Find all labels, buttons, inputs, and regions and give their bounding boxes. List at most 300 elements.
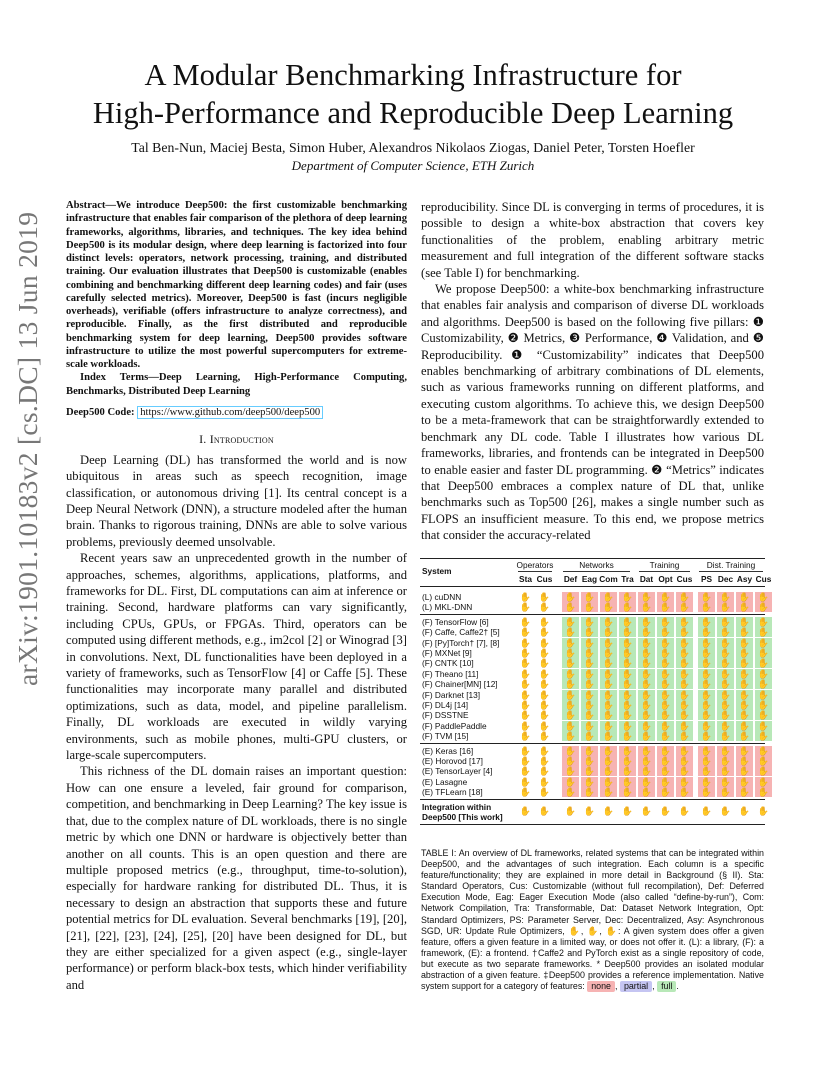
- feature-cell-icon: ✋: [638, 602, 655, 612]
- feature-cell-icon: ✋: [755, 787, 772, 797]
- feature-cell-icon: ✋: [657, 777, 674, 787]
- feature-cell-icon: ✋: [621, 805, 634, 816]
- feature-cell-icon: ✋: [581, 638, 598, 648]
- column-header: Cus: [536, 574, 553, 584]
- feature-cell-icon: ✋: [538, 756, 551, 766]
- feature-cell-icon: ✋: [564, 805, 577, 816]
- feature-cell-icon: ✋: [638, 658, 655, 668]
- feature-cell-icon: ✋: [755, 602, 772, 612]
- feature-cell-icon: ✋: [600, 690, 617, 700]
- feature-cell-icon: ✋: [678, 805, 691, 816]
- feature-cell-icon: ✋: [657, 787, 674, 797]
- feature-cell-icon: ✋: [736, 731, 753, 741]
- feature-cell-icon: ✋: [736, 679, 753, 689]
- feature-cell-icon: ✋: [676, 617, 693, 627]
- column-header: Dec: [717, 574, 734, 584]
- feature-cell-icon: ✋: [717, 700, 734, 710]
- feature-cell-icon: ✋: [698, 592, 715, 602]
- feature-cell-icon: ✋: [698, 766, 715, 776]
- feature-cell-icon: ✋: [638, 710, 655, 720]
- feature-cell-icon: ✋: [600, 602, 617, 612]
- feature-cell-icon: ✋: [736, 658, 753, 668]
- system-name: Integration within Deep500 [This work]: [422, 801, 503, 822]
- feature-cell-icon: ✋: [619, 627, 636, 637]
- feature-cell-icon: ✋: [538, 679, 551, 690]
- feature-cell-icon: ✋: [717, 679, 734, 689]
- table-caption: TABLE I: An overview of DL frameworks, related systems that can be integrated within Deep500, and the advantages of such integration. Each column is a specific feature/functionality; they are explained in more detail in Background (§ II). Sta: Standard Operators, Cus: Customizable (without full recompilation), Def: Deferred Execution Mode, Eag: Eager Execution Mode (also called “define-by-run”), Com: Network Compilation, Tra: Transformable, Dat: Dataset Network Integration, Opt: Standard Optimizers, PS: Parameter Server, Dec: Decentralized, Asy: Asynchronous SGD, UR: Update Rule Optimizers, ✋, ✋, ✋: A given system does offer a given feature, offers a given feature in a limited way, or does not offer it. (L): a library, (F): a framework, (E): a frontend. †Caffe2 and PyTorch exist as a single repository of code, but execute as two separate frameworks. * Deep500 provides an isolated modular abstraction of a given feature. ‡Deep500 provides a reference implementation. Native system support for a category of features: none , partial , full .: [421, 848, 764, 992]
- feature-cell-icon: ✋: [619, 602, 636, 612]
- feature-cell-icon: ✋: [657, 592, 674, 602]
- feature-cell-icon: ✋: [519, 756, 532, 766]
- feature-cell-icon: ✋: [755, 638, 772, 648]
- system-name: (E) Keras [16]: [422, 745, 474, 756]
- arxiv-identifier: arXiv:1901.10183v2 [cs.DC] 13 Jun 2019: [12, 211, 43, 686]
- feature-cell-icon: ✋: [755, 766, 772, 776]
- column-header: Opt: [658, 574, 673, 584]
- feature-cell-icon: ✋: [676, 690, 693, 700]
- feature-cell-icon: ✋: [619, 731, 636, 741]
- paragraph: reproducibility. Since DL is converging in terms of procedures, it is possible to design a white-box abstraction that covers key functionalities of the problem, enabling arbitrary metric measurement and full integration of the different software stacks (see Table I) for benchmarking.: [421, 200, 764, 280]
- feature-cell-icon: ✋: [519, 679, 532, 690]
- feature-cell-icon: ✋: [676, 638, 693, 648]
- feature-cell-icon: ✋: [698, 648, 715, 658]
- feature-cell-icon: ✋: [638, 766, 655, 776]
- feature-cell-icon: ✋: [600, 700, 617, 710]
- feature-cell-icon: ✋: [757, 805, 770, 816]
- feature-cell-icon: ✋: [519, 720, 532, 731]
- feature-cell-icon: ✋: [519, 616, 532, 627]
- feature-cell-icon: ✋: [619, 617, 636, 627]
- system-name: (F) Caffe, Caffe2† [5]: [422, 627, 500, 638]
- title-line-2: High-Performance and Reproducible Deep Learning: [92, 96, 734, 130]
- feature-cell-icon: ✋: [638, 627, 655, 637]
- feature-cell-icon: ✋: [538, 787, 551, 798]
- feature-cell-icon: ✋: [519, 637, 532, 648]
- table-row: [420, 679, 770, 690]
- table-rule: [420, 799, 765, 800]
- table-rule: [420, 743, 765, 744]
- feature-cell-icon: ✋: [581, 669, 598, 679]
- feature-cell-icon: ✋: [519, 700, 532, 710]
- system-name: (F) TensorFlow [6]: [422, 616, 489, 627]
- feature-cell-icon: ✋: [600, 638, 617, 648]
- feature-cell-icon: ✋: [755, 756, 772, 766]
- feature-cell-icon: ✋: [755, 777, 772, 787]
- feature-cell-icon: ✋: [736, 669, 753, 679]
- table-row: [420, 602, 770, 613]
- feature-cell-icon: ✋: [638, 721, 655, 731]
- feature-cell-icon: ✋: [657, 602, 674, 612]
- feature-cell-icon: ✋: [657, 766, 674, 776]
- feature-cell-icon: ✋: [717, 638, 734, 648]
- table-row: [420, 756, 770, 766]
- feature-cell-icon: ✋: [619, 690, 636, 700]
- feature-cell-icon: ✋: [676, 756, 693, 766]
- feature-cell-icon: ✋: [600, 679, 617, 689]
- feature-cell-icon: ✋: [719, 805, 732, 816]
- feature-cell-icon: ✋: [581, 710, 598, 720]
- feature-cell-icon: ✋: [581, 777, 598, 787]
- feature-cell-icon: ✋: [717, 648, 734, 658]
- feature-cell-icon: ✋: [736, 766, 753, 776]
- table-row: [420, 668, 770, 679]
- feature-cell-icon: ✋: [755, 658, 772, 668]
- affiliation: Department of Computer Science, ETH Zurich: [291, 158, 535, 173]
- feature-cell-icon: ✋: [600, 627, 617, 637]
- table-rule: [420, 558, 765, 559]
- code-link[interactable]: https://www.github.com/deep500/deep500: [137, 406, 323, 419]
- feature-cell-icon: ✋: [736, 602, 753, 612]
- feature-cell-icon: ✋: [562, 746, 579, 756]
- feature-cell-icon: ✋: [600, 746, 617, 756]
- index-terms: Index Terms—Deep Learning, High-Performance Computing, Benchmarks, Distributed Deep Learning: [66, 372, 407, 397]
- feature-cell-icon: ✋: [676, 602, 693, 612]
- table-row: [420, 658, 770, 669]
- feature-cell-icon: ✋: [538, 637, 551, 648]
- feature-cell-icon: ✋: [581, 746, 598, 756]
- system-name: (F) DSSTNE: [422, 710, 469, 721]
- feature-cell-icon: ✋: [619, 766, 636, 776]
- table-rule: [420, 824, 765, 825]
- feature-cell-icon: ✋: [638, 592, 655, 602]
- feature-cell-icon: ✋: [676, 731, 693, 741]
- paragraph: Recent years saw an unprecedented growth in the number of approaches, schemes, algorithms, applications, platforms, and frameworks for DL. First, DL computations can aim at inference or training. Second, hardware platforms can vary significantly, including CPUs, GPUs, or FPGAs. Third, operators can be computed using different methods, e.g., im2col [2] or Winograd [3] in convolutions. Next, DL functionalities have been deployed in a variety of frameworks, such as TensorFlow [4] or Caffe [5]. These functionalities may incorporate many parallel and distributed optimizations, such as data, model, and pipeline parallelism. Finally, DL workloads are executed in wildly varying environments, such as mobile phones, multi-GPU clusters, or large-scale supercomputers.: [66, 551, 407, 763]
- feature-cell-icon: ✋: [638, 690, 655, 700]
- group-rule: [639, 571, 690, 572]
- feature-cell-icon: ✋: [698, 658, 715, 668]
- feature-cell-icon: ✋: [657, 746, 674, 756]
- table-rule: [420, 586, 765, 587]
- feature-cell-icon: ✋: [657, 721, 674, 731]
- feature-cell-icon: ✋: [600, 721, 617, 731]
- paper-title: [60, 56, 766, 132]
- feature-cell-icon: ✋: [638, 638, 655, 648]
- feature-cell-icon: ✋: [538, 627, 551, 638]
- feature-cell-icon: ✋: [562, 710, 579, 720]
- code-line: [66, 407, 407, 418]
- table-row: [420, 731, 770, 742]
- feature-cell-icon: ✋: [600, 648, 617, 658]
- legend-partial: partial: [620, 981, 652, 992]
- column-header: Com: [599, 574, 618, 584]
- feature-cell-icon: ✋: [755, 746, 772, 756]
- system-name: (E) TensorLayer [4]: [422, 766, 493, 777]
- system-name: (E) Horovod [17]: [422, 756, 483, 766]
- feature-cell-icon: ✋: [519, 668, 532, 679]
- feature-cell-icon: ✋: [619, 700, 636, 710]
- feature-cell-icon: ✋: [755, 669, 772, 679]
- feature-cell-icon: ✋: [600, 766, 617, 776]
- feature-cell-icon: ✋: [581, 679, 598, 689]
- feature-cell-icon: ✋: [562, 731, 579, 741]
- group-rule: [563, 571, 630, 572]
- feature-cell-icon: ✋: [638, 700, 655, 710]
- feature-cell-icon: ✋: [698, 746, 715, 756]
- feature-cell-icon: ✋: [562, 690, 579, 700]
- feature-cell-icon: ✋: [538, 658, 551, 669]
- system-name: (L) MKL-DNN: [422, 602, 473, 613]
- table-row: [420, 637, 770, 648]
- paragraph: Deep Learning (DL) has transformed the world and is now ubiquitous in areas such as speech recognition, image classification, or autonomous driving [1]. Its central concept is a Deep Neural Network (DNN), a structure modeled after the human brain. Thanks to rigorous training, DNNs are able to solve various problems, previously deemed unsolvable.: [66, 452, 407, 549]
- feature-cell-icon: ✋: [698, 721, 715, 731]
- group-rule: [699, 571, 763, 572]
- table-row: [420, 766, 770, 777]
- feature-cell-icon: ✋: [717, 592, 734, 602]
- system-name: (F) PaddlePaddle: [422, 720, 487, 731]
- feature-cell-icon: ✋: [736, 617, 753, 627]
- feature-cell-icon: ✋: [581, 648, 598, 658]
- feature-cell-icon: ✋: [698, 700, 715, 710]
- feature-cell-icon: ✋: [657, 731, 674, 741]
- feature-cell-icon: ✋: [736, 648, 753, 658]
- feature-cell-icon: ✋: [657, 669, 674, 679]
- feature-cell-icon: ✋: [755, 648, 772, 658]
- feature-cell-icon: ✋: [562, 617, 579, 627]
- feature-cell-icon: ✋: [676, 777, 693, 787]
- group-header: Networks: [579, 560, 614, 570]
- feature-cell-icon: ✋: [638, 669, 655, 679]
- table-row: [420, 700, 770, 710]
- authors: Tal Ben-Nun, Maciej Besta, Simon Huber, Alexandros Nikolaos Ziogas, Daniel Peter, Torsten Hoefler: [131, 140, 695, 155]
- feature-cell-icon: ✋: [717, 766, 734, 776]
- table-row: [420, 710, 770, 721]
- feature-cell-icon: ✋: [755, 679, 772, 689]
- feature-cell-icon: ✋: [619, 787, 636, 797]
- feature-cell-icon: ✋: [538, 689, 551, 700]
- feature-cell-icon: ✋: [562, 787, 579, 797]
- feature-cell-icon: ✋: [657, 690, 674, 700]
- feature-cell-icon: ✋: [717, 602, 734, 612]
- feature-cell-icon: ✋: [676, 669, 693, 679]
- feature-cell-icon: ✋: [638, 731, 655, 741]
- feature-cell-icon: ✋: [600, 592, 617, 602]
- feature-cell-icon: ✋: [676, 721, 693, 731]
- table-row: [420, 627, 770, 638]
- feature-cell-icon: ✋: [676, 787, 693, 797]
- feature-cell-icon: ✋: [562, 766, 579, 776]
- feature-cell-icon: ✋: [676, 746, 693, 756]
- feature-cell-icon: ✋: [581, 700, 598, 710]
- table-row: [420, 616, 770, 627]
- feature-cell-icon: ✋: [698, 777, 715, 787]
- feature-cell-icon: ✋: [717, 669, 734, 679]
- feature-cell-icon: ✋: [717, 746, 734, 756]
- feature-cell-icon: ✋: [676, 710, 693, 720]
- table-row: [420, 648, 770, 658]
- feature-cell-icon: ✋: [519, 731, 532, 742]
- feature-cell-icon: ✋: [755, 710, 772, 720]
- table-row: [420, 592, 770, 602]
- feature-cell-icon: ✋: [619, 638, 636, 648]
- feature-cell-icon: ✋: [657, 648, 674, 658]
- feature-cell-icon: ✋: [619, 746, 636, 756]
- feature-cell-icon: ✋: [638, 787, 655, 797]
- feature-cell-icon: ✋: [562, 679, 579, 689]
- feature-cell-icon: ✋: [581, 658, 598, 668]
- feature-cell-icon: ✋: [538, 668, 551, 679]
- left-column: [66, 199, 407, 993]
- feature-cell-icon: ✋: [562, 638, 579, 648]
- feature-cell-icon: ✋: [538, 745, 551, 756]
- feature-cell-icon: ✋: [538, 616, 551, 627]
- feature-cell-icon: ✋: [519, 627, 532, 638]
- feature-cell-icon: ✋: [602, 805, 615, 816]
- feature-cell-icon: ✋: [562, 627, 579, 637]
- feature-cell-icon: ✋: [736, 777, 753, 787]
- feature-cell-icon: ✋: [562, 669, 579, 679]
- caption-text: TABLE I: An overview of DL frameworks, related systems that can be integrated within Deep500, and the advantages of such integration. Each column is a specific feature/functionality; they are explained in more detail in Background (§ II). Sta: Standard Operators, Cus: Customizable (without full recompilation), Def: Deferred Execution Mode, Eag: Eager Execution Mode (also called “define-by-run”), Com: Network Compilation, Tra: Transformable, Dat: Dataset Network Integration, Opt: Standard Optimizers, PS: Parameter Server, Dec: Decentralized, Asy: Asynchronous SGD, UR: Update Rule Optimizers, ✋, ✋, ✋: A given system does offer a given feature, offers a given feature in a limited way, or does not offer it. (L): a library, (F): a framework, (E): a frontend. †Caffe2 and PyTorch exist as a single repository of code, but execute as two separate frameworks. * Deep500 provides an isolated modular abstraction of a given feature. ‡Deep500 provides a reference implementation. Native system support for a category of features:: [421, 848, 764, 992]
- column-header: Tra: [621, 574, 634, 584]
- feature-cell-icon: ✋: [736, 690, 753, 700]
- feature-cell-icon: ✋: [619, 648, 636, 658]
- feature-cell-icon: ✋: [736, 627, 753, 637]
- paragraph: This richness of the DL domain raises an important question: How can one ensure a leveled, fair ground for comparison, competition, and benchmarking in Deep Learning? The key issue is that, due to the complex nature of DL workloads, there is no single metric by which one DNN or hardware is objectively better than another on all counts. This is an open question and there are multiple proposed metrics (e.g., throughput, time-to-solution), especially for hardware ranking for distributed DL. Thus, it is necessary to design an abstraction that supports these and future potential metrics for DL evaluation. Several benchmarks [19], [20], [21], [22], [23], [24], [25], [20] have been designed for DL, but they are either specialized for a given aspect (e.g., single-layer performance) or perform black-box tests, which hinder verifiability and: [66, 764, 407, 992]
- table-row: [420, 720, 770, 731]
- system-name: (F) Darknet [13]: [422, 689, 481, 700]
- feature-cell-icon: ✋: [519, 745, 532, 756]
- system-name: (F) [Py]Torch† [7], [8]: [422, 637, 500, 648]
- group-header: Dist. Training: [706, 560, 756, 570]
- feature-cell-icon: ✋: [519, 787, 532, 798]
- right-column: [421, 199, 764, 544]
- feature-cell-icon: ✋: [638, 777, 655, 787]
- column-header: Cus: [676, 574, 693, 584]
- feature-cell-icon: ✋: [600, 669, 617, 679]
- feature-cell-icon: ✋: [638, 756, 655, 766]
- feature-cell-icon: ✋: [698, 638, 715, 648]
- feature-cell-icon: ✋: [562, 700, 579, 710]
- system-name: (F) Theano [11]: [422, 668, 479, 679]
- feature-cell-icon: ✋: [698, 602, 715, 612]
- feature-cell-icon: ✋: [698, 627, 715, 637]
- column-header: Sta: [519, 574, 532, 584]
- feature-cell-icon: ✋: [676, 766, 693, 776]
- table-row: [420, 801, 770, 822]
- feature-cell-icon: ✋: [562, 648, 579, 658]
- feature-cell-icon: ✋: [538, 700, 551, 710]
- feature-cell-icon: ✋: [657, 710, 674, 720]
- feature-cell-icon: ✋: [562, 592, 579, 602]
- feature-cell-icon: ✋: [717, 756, 734, 766]
- feature-cell-icon: ✋: [736, 746, 753, 756]
- feature-cell-icon: ✋: [538, 648, 551, 658]
- system-name: (F) Chainer[MN] [12]: [422, 679, 498, 690]
- system-name: (F) MXNet [9]: [422, 648, 472, 658]
- feature-cell-icon: ✋: [619, 669, 636, 679]
- feature-cell-icon: ✋: [538, 602, 551, 613]
- feature-cell-icon: ✋: [676, 658, 693, 668]
- feature-cell-icon: ✋: [619, 721, 636, 731]
- feature-cell-icon: ✋: [755, 700, 772, 710]
- system-name: (F) TVM [15]: [422, 731, 469, 742]
- feature-cell-icon: ✋: [640, 805, 653, 816]
- column-header: PS: [700, 574, 713, 584]
- abstract: Abstract—We introduce Deep500: the first customizable benchmarking infrastructure that enables fair comparison of the plethora of deep learning frameworks, algorithms, libraries, and techniques. The key idea behind Deep500 is its modular design, where deep learning is factorized into four distinct levels: operators, network processing, training, and distributed training. Our evaluation illustrates that Deep500 is customizable (enables combining and benchmarking different deep learning codes) and fair (uses carefully selected metrics). Moreover, Deep500 is fast (incurs negligible overheads), verifiable (offers infrastructure to analyze correctness), and reproducible. Finally, as the first distributed and reproducible benchmarking system for deep learning, Deep500 provides software infrastructure to utilize the most powerful supercomputers for extreme-scale workloads.: [66, 200, 407, 370]
- column-header: Def: [563, 574, 578, 584]
- table-row: [420, 745, 770, 756]
- feature-cell-icon: ✋: [581, 756, 598, 766]
- feature-cell-icon: ✋: [581, 602, 598, 612]
- feature-cell-icon: ✋: [736, 710, 753, 720]
- table-row: [420, 787, 770, 798]
- feature-cell-icon: ✋: [619, 679, 636, 689]
- feature-cell-icon: ✋: [538, 776, 551, 787]
- feature-cell-icon: ✋: [519, 602, 532, 613]
- feature-cell-icon: ✋: [676, 648, 693, 658]
- group-header: Operators: [516, 560, 554, 570]
- feature-cell-icon: ✋: [755, 617, 772, 627]
- feature-cell-icon: ✋: [562, 721, 579, 731]
- feature-cell-icon: ✋: [619, 710, 636, 720]
- feature-cell-icon: ✋: [538, 720, 551, 731]
- group-rule: [518, 571, 552, 572]
- feature-cell-icon: ✋: [519, 776, 532, 787]
- feature-cell-icon: ✋: [538, 592, 551, 602]
- feature-cell-icon: ✋: [583, 805, 596, 816]
- feature-cell-icon: ✋: [619, 592, 636, 602]
- feature-cell-icon: ✋: [755, 731, 772, 741]
- feature-cell-icon: ✋: [638, 648, 655, 658]
- feature-cell-icon: ✋: [519, 805, 532, 816]
- legend-full: full: [657, 981, 676, 992]
- feature-cell-icon: ✋: [698, 617, 715, 627]
- feature-cell-icon: ✋: [717, 627, 734, 637]
- feature-cell-icon: ✋: [519, 658, 532, 669]
- feature-cell-icon: ✋: [717, 658, 734, 668]
- feature-cell-icon: ✋: [581, 627, 598, 637]
- feature-cell-icon: ✋: [736, 756, 753, 766]
- feature-cell-icon: ✋: [659, 805, 672, 816]
- feature-cell-icon: ✋: [600, 658, 617, 668]
- feature-cell-icon: ✋: [717, 777, 734, 787]
- system-name: (F) CNTK [10]: [422, 658, 474, 669]
- system-name: (E) TFLearn [18]: [422, 787, 483, 798]
- feature-cell-icon: ✋: [581, 592, 598, 602]
- feature-cell-icon: ✋: [600, 787, 617, 797]
- table-row: [420, 776, 770, 787]
- feature-cell-icon: ✋: [619, 756, 636, 766]
- feature-cell-icon: ✋: [538, 710, 551, 721]
- system-name: (L) cuDNN: [422, 592, 462, 602]
- feature-cell-icon: ✋: [736, 721, 753, 731]
- feature-cell-icon: ✋: [657, 679, 674, 689]
- feature-cell-icon: ✋: [538, 731, 551, 742]
- feature-cell-icon: ✋: [562, 658, 579, 668]
- feature-cell-icon: ✋: [619, 658, 636, 668]
- feature-cell-icon: ✋: [755, 592, 772, 602]
- feature-cell-icon: ✋: [600, 756, 617, 766]
- feature-cell-icon: ✋: [657, 638, 674, 648]
- feature-cell-icon: ✋: [562, 602, 579, 612]
- feature-cell-icon: ✋: [700, 805, 713, 816]
- system-header: System: [422, 566, 452, 576]
- column-header: Dat: [639, 574, 654, 584]
- feature-cell-icon: ✋: [638, 679, 655, 689]
- feature-cell-icon: ✋: [717, 617, 734, 627]
- system-name: (E) Lasagne: [422, 776, 468, 787]
- group-header: Training: [649, 560, 680, 570]
- feature-cell-icon: ✋: [698, 690, 715, 700]
- feature-cell-icon: ✋: [581, 731, 598, 741]
- legend-none: none: [587, 981, 615, 992]
- feature-cell-icon: ✋: [600, 710, 617, 720]
- feature-cell-icon: ✋: [600, 777, 617, 787]
- feature-cell-icon: ✋: [717, 710, 734, 720]
- feature-cell-icon: ✋: [676, 592, 693, 602]
- table-row: [420, 689, 770, 700]
- feature-cell-icon: ✋: [717, 787, 734, 797]
- feature-cell-icon: ✋: [638, 746, 655, 756]
